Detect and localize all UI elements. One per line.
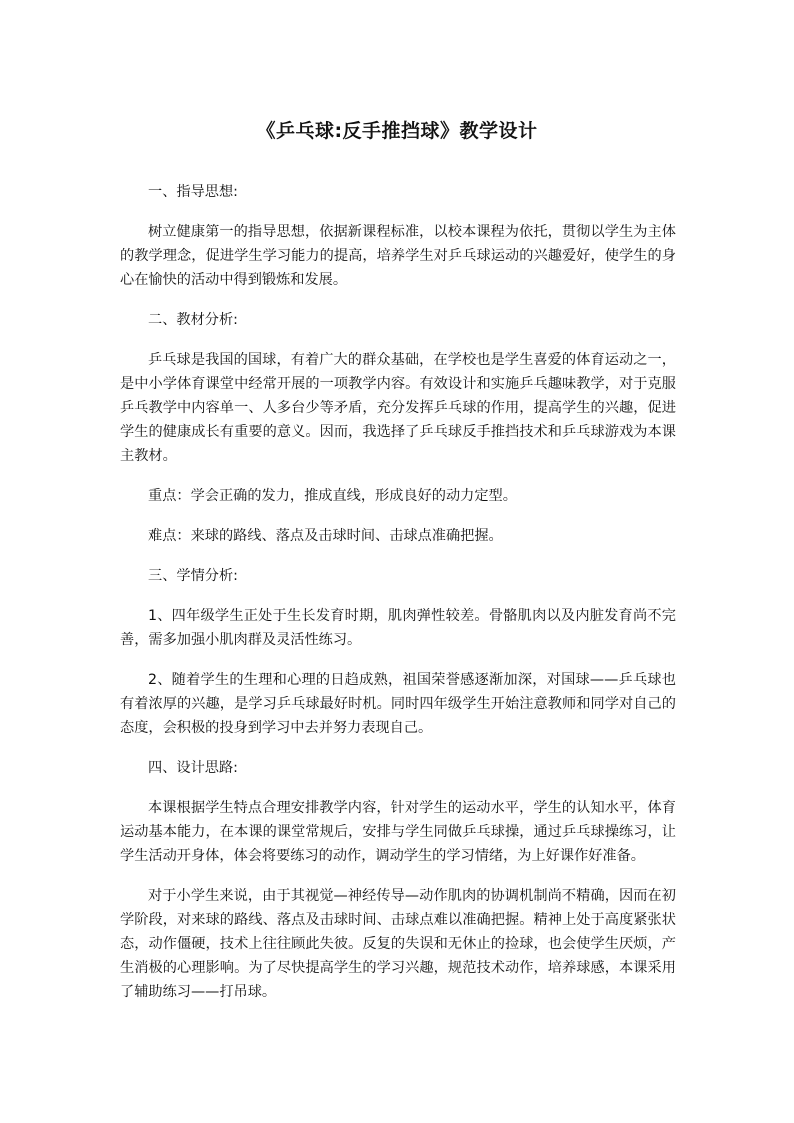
document-title: 《乒乓球:反手推挡球》教学设计	[256, 120, 538, 142]
paragraph-design-ideas-2: 对于小学生来说，由于其视觉—神经传导—动作肌肉的协调机制尚不精确，因而在初学阶段，对来球的路线、落点及击球时间、击球点难以准确把握。精神上处于高度紧张状态，动作僵硬，技术上往往顾此失彼。反复的失误和无休止的捡球，也会使学生厌烦，产生消极的心理影响。为了尽快提高学生的学习兴趣，规范技术动作，培养球感，本课采用了辅助练习——打吊球。	[120, 888, 676, 1000]
document-body	[120, 180, 676, 1020]
paragraph-design-ideas-1: 本课根据学生特点合理安排教学内容，针对学生的运动水平，学生的认知水平，体育运动基本能力，在本课的课堂常规后，安排与学生同做乒乓球操，通过乒乓球操练习，让学生活动开身体，体会将要练习的动作，调动学生的学习情绪，为上好课作好准备。	[120, 800, 676, 864]
paragraph-guiding-thought: 树立健康第一的指导思想，依据新课程标准，以校本课程为依托，贯彻以学生为主体的教学理念，促进学生学习能力的提高，培养学生对乒乓球运动的兴趣爱好，使学生的身心在愉快的活动中得到锻炼和发展。	[120, 224, 676, 288]
section-heading-guiding-thought: 一、指导思想:	[148, 184, 238, 200]
section-heading-student-analysis: 三、学情分析:	[148, 568, 238, 584]
paragraph-difficult-point: 难点：来球的路线、落点及击球时间、击球点准确把握。	[148, 528, 503, 544]
paragraph-material-analysis: 乒乓球是我国的国球，有着广大的群众基础，在学校也是学生喜爱的体育运动之一，是中小学体育课堂中经常开展的一项教学内容。有效设计和实施乒乓趣味教学，对于克服乒乓教学中内容单一、人多台少等矛盾，充分发挥乒乓球的作用，提高学生的兴趣，促进学生的健康成长有重要的意义。因而，我选择了乒乓球反手推挡技术和乒乓球游戏为本课主教材。	[120, 352, 676, 464]
section-heading-material-analysis: 二、教材分析:	[148, 312, 238, 328]
paragraph-student-analysis-2: 2、随着学生的生理和心理的日趋成熟，祖国荣誉感逐渐加深，对国球——乒乓球也有着浓厚的兴趣，是学习乒乓球最好时机。同时四年级学生开始注意教师和同学对自己的态度，会积极的投身到学习中去并努力表现自己。	[120, 672, 676, 736]
section-heading-design-ideas: 四、设计思路:	[148, 760, 238, 776]
paragraph-student-analysis-1: 1、四年级学生正处于生长发育时期，肌肉弹性较差。骨骼肌肉以及内脏发育尚不完善，需多加强小肌肉群及灵活性练习。	[120, 608, 676, 648]
paragraph-key-point: 重点：学会正确的发力，推成直线，形成良好的动力定型。	[148, 488, 517, 504]
